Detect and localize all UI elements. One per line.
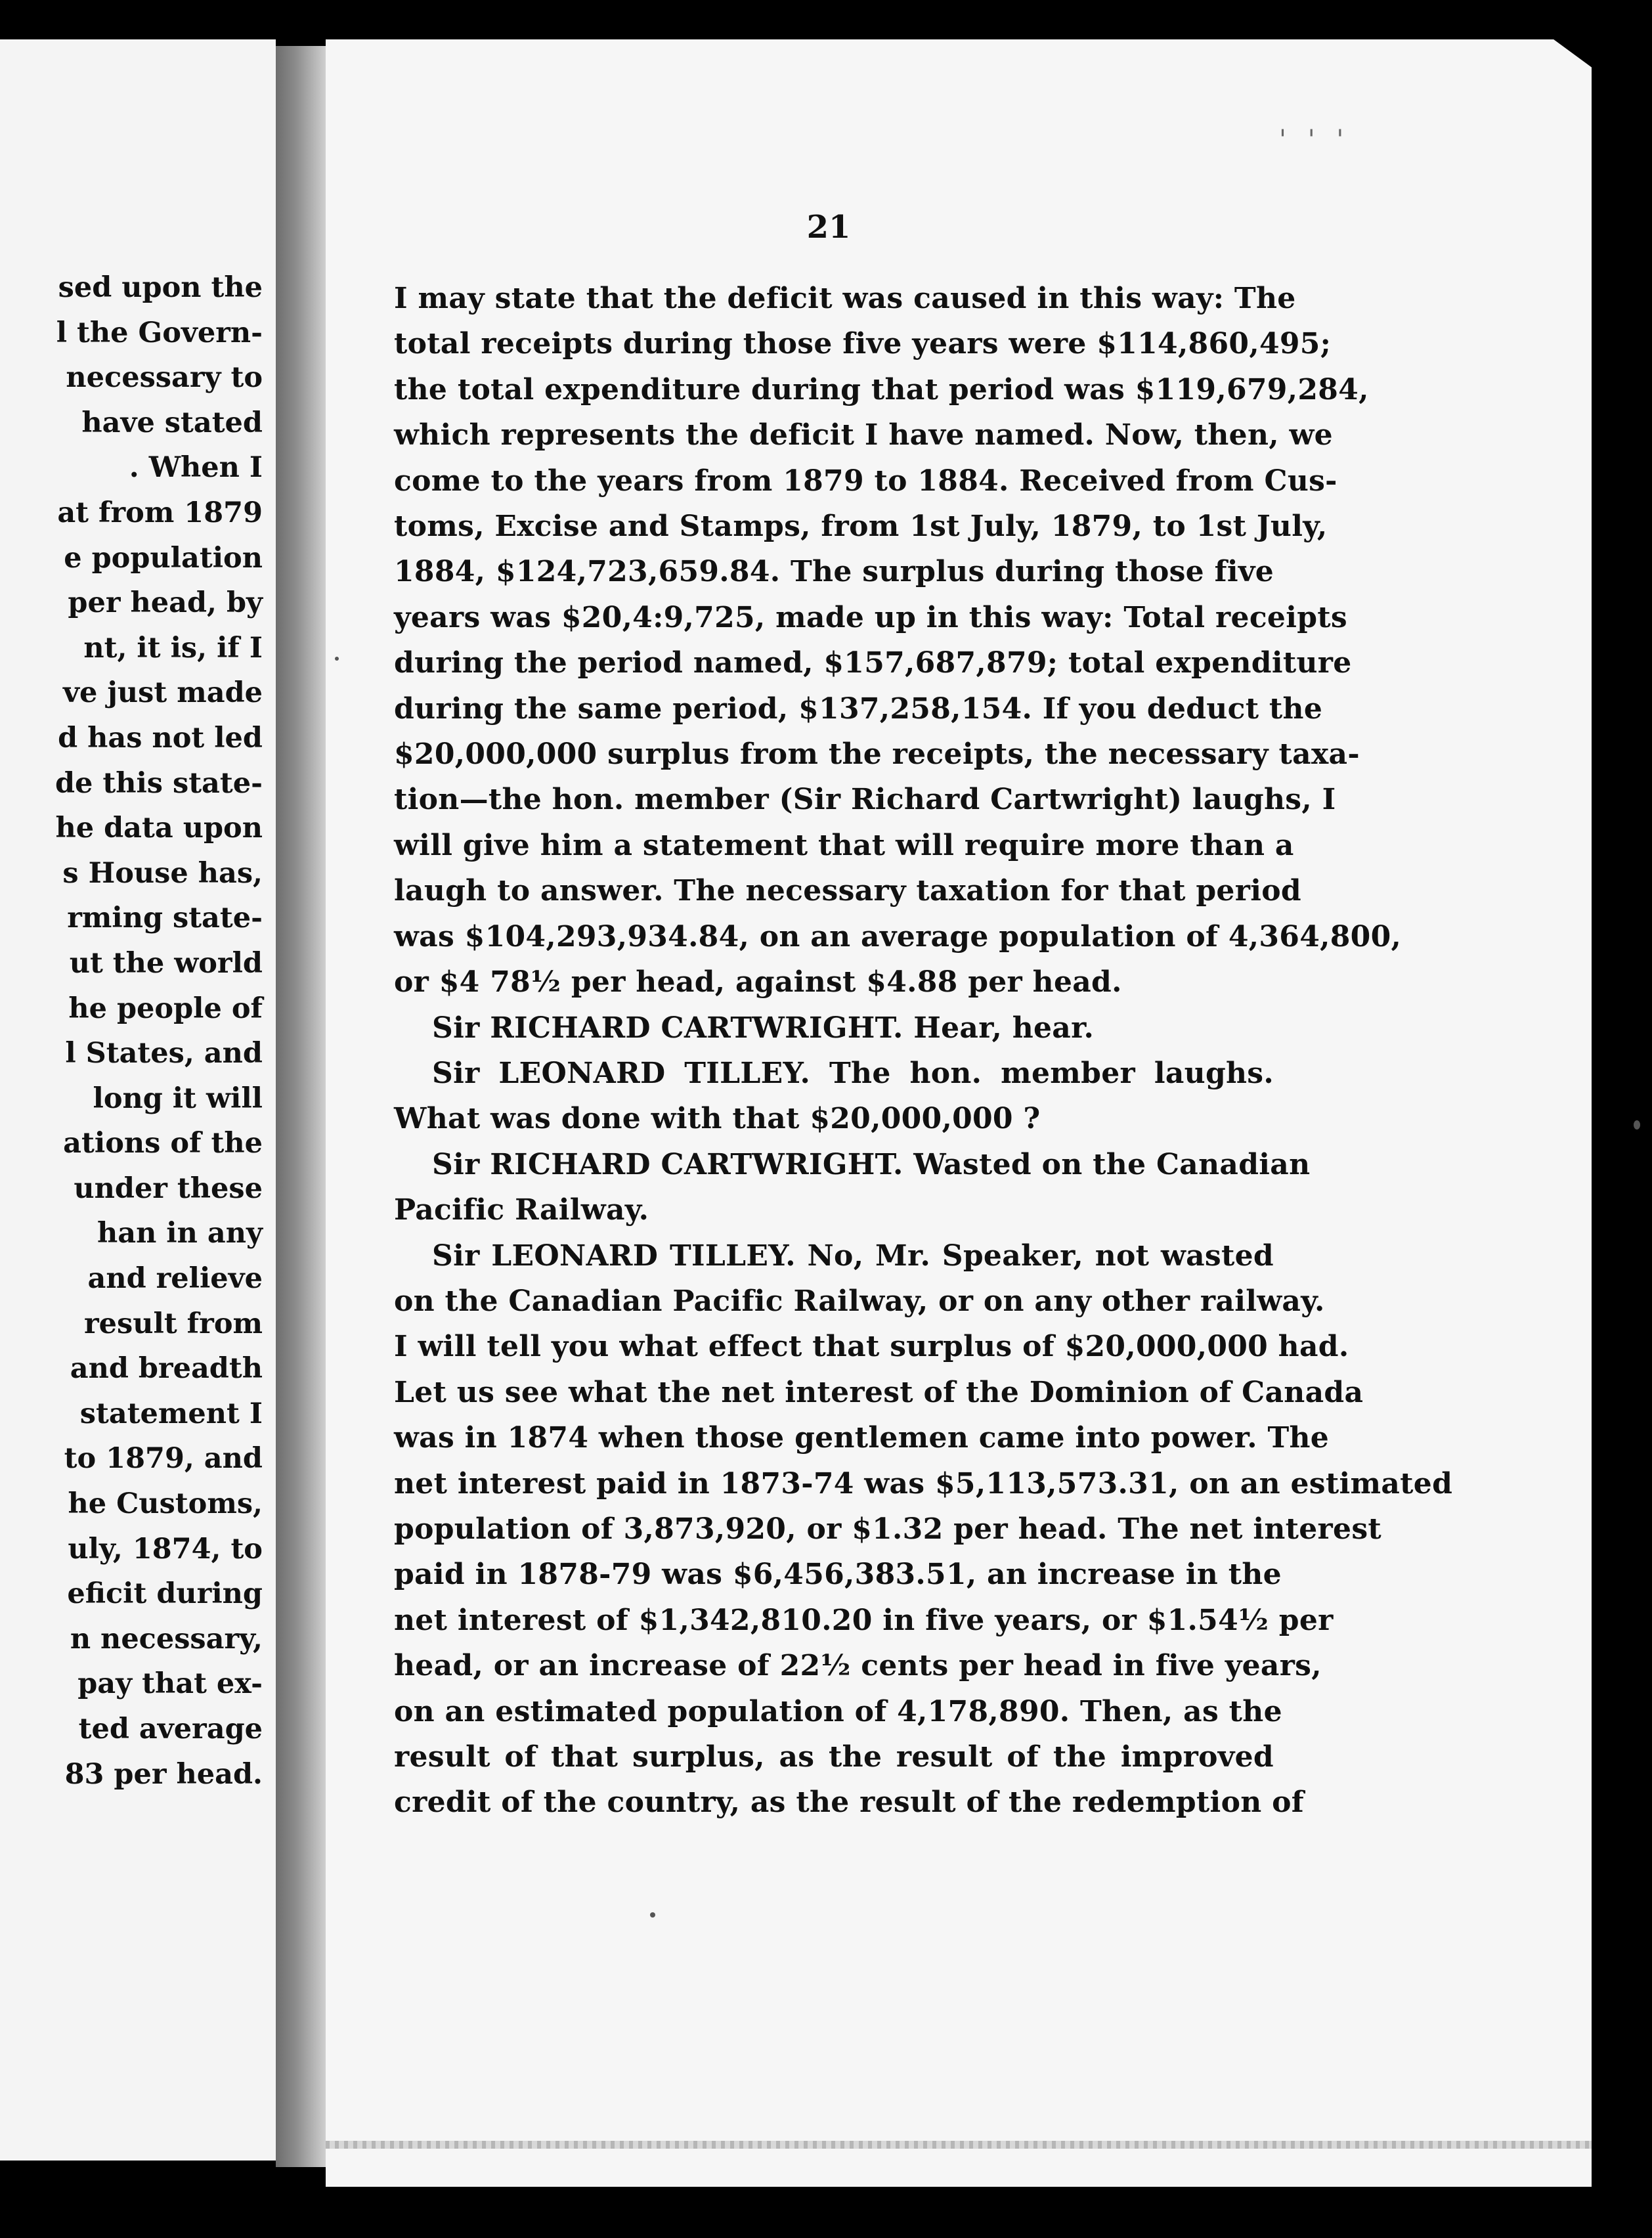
left-page-line: ted average	[78, 1713, 263, 1745]
stray-mark	[650, 1912, 655, 1918]
text-line: net interest paid in 1873-74 was $5,113,573.31, on an estimated	[394, 1466, 1453, 1501]
left-page-line: long it will	[93, 1082, 263, 1115]
left-page-line: ve just made	[63, 676, 263, 710]
text-line: toms, Excise and Stamps, from 1st July, 1879, to 1st July,	[394, 510, 1328, 544]
left-page-line: l the Govern-	[56, 316, 263, 349]
left-page-line: n necessary,	[70, 1622, 263, 1656]
text-line: during the period named, $157,687,879; total expenditure	[394, 646, 1352, 680]
left-page-line: sed upon the	[58, 271, 263, 304]
left-page-line: uly, 1874, to	[68, 1532, 263, 1566]
text-line: Sir LEONARD TILLEY. No, Mr. Speaker, not wasted	[432, 1239, 1274, 1273]
page-bottom-edge	[326, 2141, 1592, 2149]
text-line: Let us see what the net interest of the Dominion of Canada	[394, 1375, 1364, 1409]
text-line: on an estimated population of 4,178,890. Then, as the	[394, 1694, 1282, 1728]
left-page-line: 83 per head.	[64, 1757, 263, 1791]
text-line: 1884, $124,723,659.84. The surplus during those five	[394, 555, 1274, 589]
text-line: population of 3,873,920, or $1.32 per head. The net interest	[394, 1512, 1382, 1546]
stray-mark	[335, 657, 339, 661]
text-line: or $4 78½ per head, against $4.88 per head.	[394, 965, 1122, 999]
text-line: Sir LEONARD TILLEY. The hon. member laughs.	[432, 1056, 1274, 1090]
left-page-line: ations of the	[63, 1127, 263, 1160]
left-page-line: under these	[74, 1172, 263, 1205]
book-gutter	[276, 46, 326, 2167]
text-line: result of that surplus, as the result of the improved	[394, 1740, 1274, 1774]
left-page-line: have stated	[81, 406, 263, 439]
text-line: on the Canadian Pacific Railway, or on any other railway.	[394, 1284, 1325, 1318]
left-page-line: he data upon	[55, 812, 263, 845]
left-page-line: rming state-	[67, 902, 263, 935]
text-line: What was done with that $20,000,000 ?	[394, 1102, 1041, 1136]
text-line: $20,000,000 surplus from the receipts, the necessary taxa-	[394, 737, 1360, 772]
left-page-line: s House has,	[62, 856, 263, 890]
left-page-line: ut the world	[69, 946, 263, 980]
left-page-line: e population	[64, 541, 263, 575]
text-line: tion—the hon. member (Sir Richard Cartwright) laughs, I	[394, 783, 1336, 817]
left-page-line: nt, it is, if I	[83, 631, 263, 665]
left-page-line: de this state-	[54, 766, 263, 800]
text-line: net interest of $1,342,810.20 in five years, or $1.54½ per	[394, 1603, 1334, 1637]
left-page-line: d has not led	[58, 721, 263, 755]
text-line: the total expenditure during that period was $119,679,284,	[394, 372, 1369, 406]
left-page-line: to 1879, and	[64, 1442, 263, 1476]
text-line: total receipts during those five years were $114,860,495;	[394, 327, 1332, 361]
text-line: was in 1874 when those gentlemen came into power. The	[394, 1421, 1330, 1455]
text-line: laugh to answer. The necessary taxation for that period	[394, 874, 1301, 908]
left-page-line: result from	[84, 1307, 263, 1340]
text-line: credit of the country, as the result of the redemption of	[394, 1786, 1304, 1820]
corner-marks: ' ' '	[1279, 125, 1351, 155]
stray-mark	[1634, 1120, 1640, 1130]
left-page-line: at from 1879	[57, 496, 263, 529]
page-number: 21	[806, 209, 851, 246]
text-line: come to the years from 1879 to 1884. Received from Cus-	[394, 464, 1337, 498]
left-page-line: he Customs,	[68, 1487, 263, 1521]
text-line: I will tell you what effect that surplus of $20,000,000 had.	[394, 1330, 1349, 1364]
text-line: which represents the deficit I have named. Now, then, we	[394, 418, 1333, 452]
text-line: Sir RICHARD CARTWRIGHT. Hear, hear.	[432, 1011, 1095, 1045]
left-page-line: necessary to	[66, 361, 263, 395]
left-page-line: pay that ex-	[77, 1667, 263, 1701]
left-page-line: statement I	[79, 1397, 263, 1430]
text-line: during the same period, $137,258,154. If you deduct the	[394, 691, 1323, 726]
text-line: will give him a statement that will require more than a	[394, 828, 1294, 862]
text-line: years was $20,4:9,725, made up in this way: Total receipts	[394, 600, 1347, 634]
left-page-line: and breadth	[70, 1352, 263, 1386]
left-page-line: . When I	[129, 451, 263, 485]
left-page-line: he people of	[68, 992, 263, 1025]
left-page-line: eficit during	[67, 1577, 263, 1611]
text-line: Pacific Railway.	[394, 1193, 649, 1227]
text-line: paid in 1878-79 was $6,456,383.51, an increase in the	[394, 1558, 1282, 1592]
text-line: I may state that the deficit was caused in this way: The	[394, 282, 1296, 315]
text-line: Sir RICHARD CARTWRIGHT. Wasted on the Canadian	[432, 1147, 1311, 1181]
left-page-line: l States, and	[65, 1037, 263, 1070]
page-body-text	[394, 276, 1453, 1826]
left-page-text-block	[0, 265, 263, 1797]
left-page-line: per head, by	[68, 586, 263, 620]
text-line: was $104,293,934.84, on an average population of 4,364,800,	[394, 919, 1402, 954]
left-facing-page	[0, 39, 276, 2161]
left-page-line: han in any	[97, 1217, 263, 1250]
text-line: head, or an increase of 22½ cents per head in five years,	[394, 1649, 1322, 1683]
left-page-line: and relieve	[87, 1262, 263, 1296]
